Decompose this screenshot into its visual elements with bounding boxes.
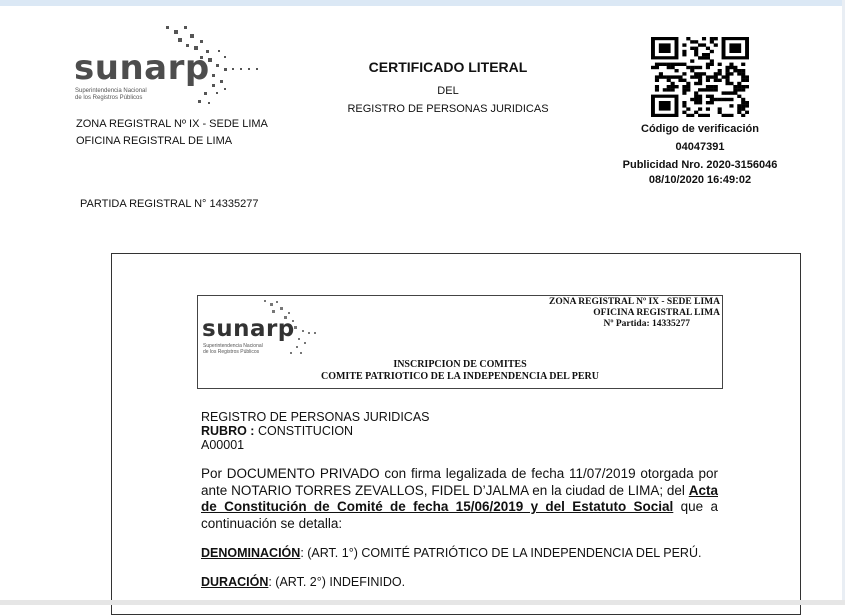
inner-comite: COMITE PATRIOTICO DE LA INDEPENDENCIA DEL PERU — [320, 371, 599, 382]
rubro-value: CONSTITUCION — [254, 424, 354, 438]
constitution-paragraph: Por DOCUMENTO PRIVADO con firma legalizada de fecha 11/07/2019 otorgada por ante NOTARIO TORRES ZEVALLOS, FIDEL D’JALMA en la ciudad de LIMA; del Acta de Constitución de Comité de fecha 15/06/2019 y del Estatuto Social que a continuación se detalla: — [201, 466, 718, 531]
codigo-label: Código de verificación — [641, 123, 759, 135]
denominacion-value: : (ART. 1°) COMITÉ PATRIÓTICO DE LA INDEPENDENCIA DEL PERÚ. — [300, 546, 702, 560]
oficina-registral: OFICINA REGISTRAL DE LIMA — [76, 135, 233, 147]
document-title — [318, 58, 578, 116]
duracion-value: : (ART. 2°) INDEFINIDO. — [268, 575, 406, 589]
inner-header-box — [197, 295, 723, 389]
zona-registral: ZONA REGISTRAL Nº IX - SEDE LIMA — [76, 118, 268, 130]
title-registro: REGISTRO DE PERSONAS JURIDICAS — [347, 103, 549, 115]
inner-logo-subtitle: Superintendencia Nacional de los Registros Públicos — [203, 343, 263, 355]
publicidad: Publicidad Nro. 2020-3156046 — [622, 159, 778, 171]
duracion-label: DURACIÓN — [201, 575, 269, 589]
rubro-label: RUBRO : — [201, 424, 255, 438]
denominacion-line — [201, 546, 701, 560]
sunarp-logo — [74, 22, 274, 112]
inner-sunarp-logo — [202, 298, 332, 364]
title-del: DEL — [437, 85, 459, 97]
partida-registral: PARTIDA REGISTRAL N° 14335277 — [80, 198, 259, 210]
verification-block — [600, 120, 800, 189]
registro-line: REGISTRO DE PERSONAS JURIDICAS — [201, 410, 430, 424]
inner-partida: Nº Partida: 14335277 — [603, 319, 690, 329]
denominacion-label: DENOMINACIÓN — [201, 546, 301, 560]
rubro-line — [201, 424, 353, 438]
inner-logo-wordmark: sunarp — [202, 316, 295, 342]
logo-wordmark: sunarp — [74, 48, 210, 88]
asiento-line: A00001 — [201, 438, 245, 452]
codigo-value: 04047391 — [675, 141, 725, 153]
inner-title-block — [198, 359, 722, 383]
inner-oficina: OFICINA REGISTRAL LIMA — [593, 308, 720, 318]
duracion-line — [201, 575, 405, 589]
inner-zona: ZONA REGISTRAL Nº IX - SEDE LIMA — [548, 297, 720, 307]
bottom-bar — [0, 600, 845, 605]
logo-subtitle: Superintendencia Nacional de los Registros Públicos — [75, 88, 147, 101]
fecha: 08/10/2020 16:49:02 — [648, 174, 752, 186]
title-main: CERTIFICADO LITERAL — [368, 59, 528, 75]
top-bar — [0, 0, 845, 6]
inner-inscripcion: INSCRIPCION DE COMITES — [393, 359, 527, 370]
inner-office-block — [549, 297, 720, 330]
qr-code-icon — [651, 37, 749, 117]
acta-reference: Acta de Constitución de Comité de fecha 15/06/2019 y del Estatuto Social — [201, 482, 718, 514]
